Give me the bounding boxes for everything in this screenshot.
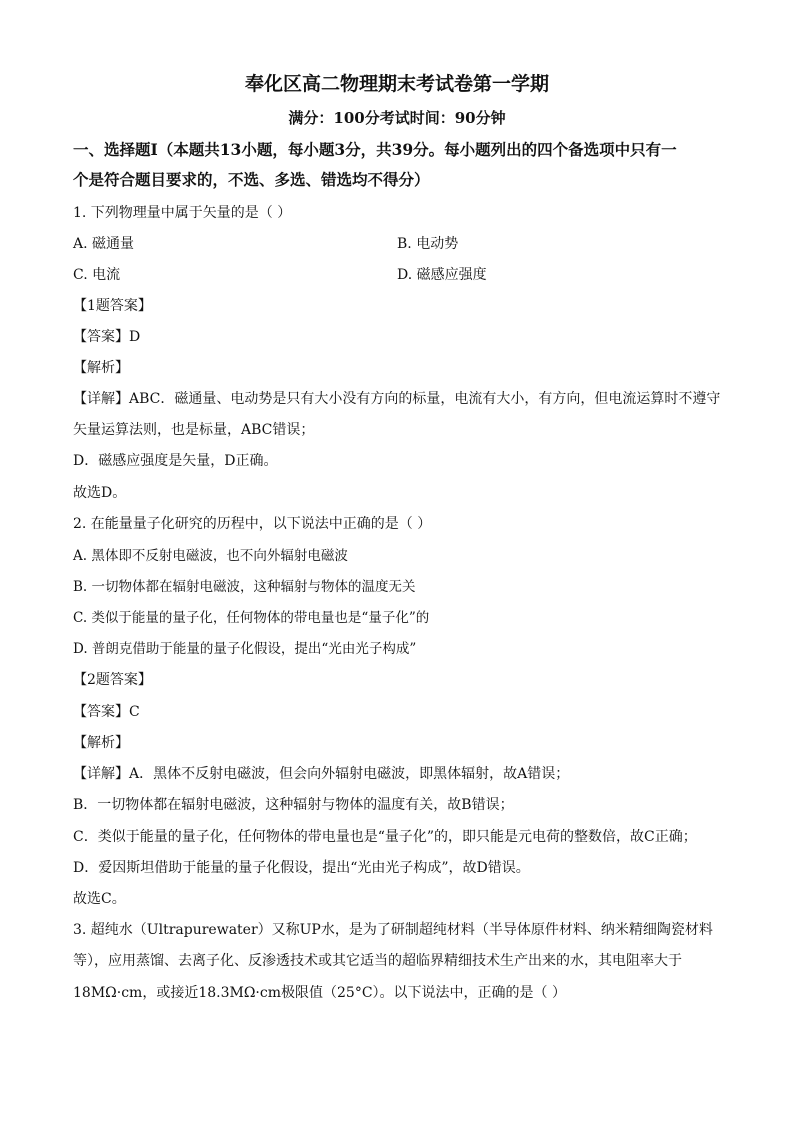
question-2-option-b: B. 一切物体都在辐射电磁波，这种辐射与物体的温度无关 (73, 579, 416, 595)
question-1-detail-line-1: 【详解】ABC．磁通量、电动势是只有大小没有方向的标量，电流有大小，有方向，但电流运算时不遵守 (73, 391, 721, 407)
question-1-analysis-label: 【解析】 (73, 360, 129, 376)
question-2-analysis-label: 【解析】 (73, 735, 129, 751)
question-2-detail-line-2: B．一切物体都在辐射电磁波，这种辐射与物体的温度有关，故B错误； (73, 797, 514, 813)
question-1-detail-line-2: 矢量运算法则，也是标量，ABC错误； (73, 422, 315, 438)
question-1-answer-tag: 【1题答案】 (73, 298, 152, 314)
question-1-conclusion: 故选D。 (73, 485, 127, 501)
question-1-option-c: C. 电流 (73, 267, 121, 283)
question-2-option-a: A. 黑体即不反射电磁波，也不向外辐射电磁波 (73, 548, 348, 564)
question-2-option-c: C. 类似于能量的量子化，任何物体的带电量也是“量子化”的 (73, 610, 430, 626)
section-heading-line-2: 个是符合题目要求的，不选、多选、错选均不得分） (73, 170, 430, 189)
question-2-option-d: D. 普朗克借助于能量的量子化假设，提出“光由光子构成” (73, 641, 417, 657)
question-2-answer: 【答案】C (73, 704, 140, 720)
question-3-stem-line-1: 3. 超纯水（Ultrapurewater）又称UP水，是为了研制超纯材料（半导体原件材料、纳米精细陶瓷材料 (73, 922, 713, 938)
question-1-option-a: A. 磁通量 (73, 236, 135, 252)
question-1-detail-line-3: D．磁感应强度是矢量，D正确。 (73, 453, 278, 469)
question-3-stem-line-2: 等），应用蒸馏、去离子化、反渗透技术或其它适当的超临界精细技术生产出来的水，其电阻率大于 (73, 953, 682, 969)
question-1-option-b: B. 电动势 (397, 236, 459, 252)
question-1-answer: 【答案】D (73, 329, 141, 345)
question-2-detail-line-4: D．爱因斯坦借助于能量的量子化假设，提出“光由光子构成”，故D错误。 (73, 860, 530, 876)
question-2-answer-tag: 【2题答案】 (73, 672, 152, 688)
question-2-detail-line-1: 【详解】A．黑体不反射电磁波，但会向外辐射电磁波，即黑体辐射，故A错误； (73, 766, 570, 782)
exam-info: 满分：100分考试时间：90分钟 (288, 109, 506, 127)
question-2-stem: 2. 在能量量子化研究的历程中，以下说法中正确的是（ ） (73, 516, 432, 532)
question-1-option-d: D. 磁感应强度 (397, 267, 487, 283)
page-title: 奉化区高二物理期末考试卷第一学期 (244, 73, 549, 95)
section-heading-line-1: 一、选择题Ⅰ（本题共13小题，每小题3分，共39分。每小题列出的四个备选项中只有一 (73, 140, 677, 159)
question-3-stem-line-3: 18MΩ·cm，或接近18.3MΩ·cm极限值（25°C）。以下说法中，正确的是（ ） (73, 985, 566, 1001)
question-2-conclusion: 故选C。 (73, 891, 126, 907)
question-1-stem: 1. 下列物理量中属于矢量的是（ ） (73, 205, 292, 221)
question-2-detail-line-3: C．类似于能量的量子化，任何物体的带电量也是“量子化”的，即只能是元电荷的整数倍，故C正确； (73, 829, 697, 845)
